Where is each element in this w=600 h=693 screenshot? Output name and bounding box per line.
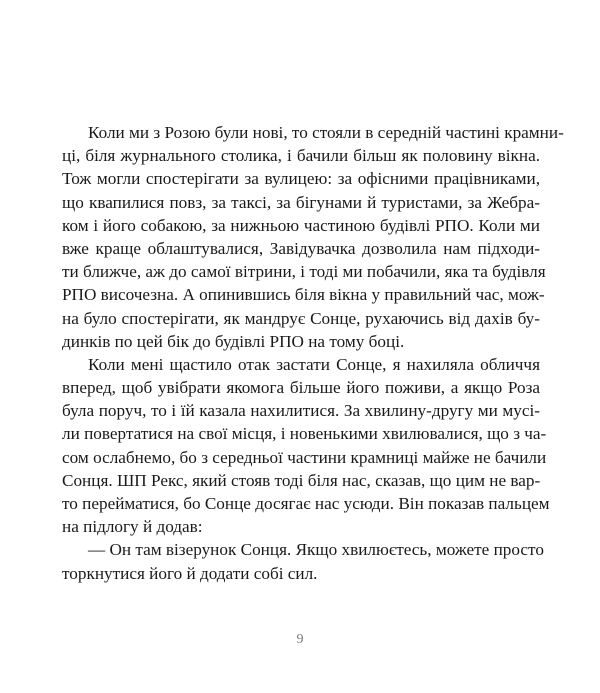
text-line: Тож могли спостерігати за вулицею: за офісними працівниками, <box>62 169 540 189</box>
text-line: ли повертатися на свої місця, і новенькими хвилювалися, що з ча- <box>62 424 547 444</box>
text-line: динків по цей бік до будівлі РПО на тому боці. <box>62 331 405 351</box>
text-line: на підлогу й додав: <box>62 517 203 537</box>
text-line: вперед, щоб увібрати якомога більше його поживи, а якщо Роза <box>62 378 540 398</box>
body-text <box>62 121 564 585</box>
text-line: сом ослабнемо, бо з середньої частини крамниці майже не бачили <box>62 447 547 467</box>
text-line: Сонця. ШП Рекс, який стояв тоді біля нас, сказав, що цим не вар- <box>62 470 541 490</box>
text-line: ці, біля журнального столика, і бачили більш як половину вікна. <box>62 146 540 166</box>
text-line: то перейматися, бо Сонце досягає нас усюди. Він показав пальцем <box>62 494 550 513</box>
page-number: 9 <box>296 632 304 647</box>
text-line: РПО височезна. А опинившись біля вікна у правильний час, мож- <box>62 285 545 305</box>
text-line: ком і його собакою, за нижньою частиною будівлі РПО. Коли ми <box>62 215 540 235</box>
text-line: що квапилися повз, за таксі, за бігунами й туристами, за Жебра- <box>62 192 540 212</box>
text-line: вже краще облаштувалися, Завідувачка дозволила нам підходи- <box>62 238 540 258</box>
text-line: ти ближче, аж до самої вітрини, і тоді ми побачили, яка та будівля <box>62 262 546 282</box>
text-line: була поруч, то і їй казала нахилитися. За хвилину-другу ми мусі- <box>62 401 540 421</box>
text-line: на було спостерігати, як мандрує Сонце, рухаючись від дахів бу- <box>62 308 540 328</box>
text-line: Коли мені щастило отак застати Сонце, я нахиляла обличчя <box>88 354 540 374</box>
text-line: — Он там візерунок Сонця. Якщо хвилюєтесь, можете просто <box>88 540 544 560</box>
text-line: Коли ми з Розою були нові, то стояли в середній частині крамни- <box>88 123 564 142</box>
text-line: торкнутися його й додати собі сил. <box>62 563 318 583</box>
